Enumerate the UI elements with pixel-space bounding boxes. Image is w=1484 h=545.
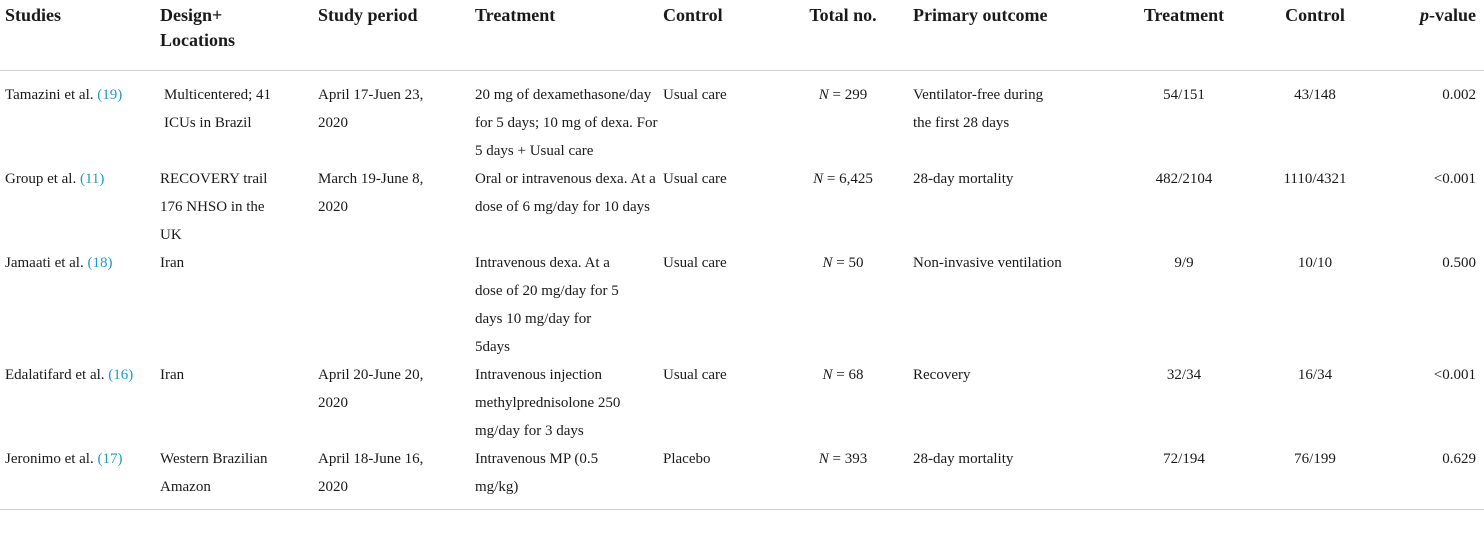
treatment-text: Intravenous dexa. At a dose of 20 mg/day for 5 days 10 mg/day for 5days [475,255,619,355]
cell-primary-outcome: Recovery [913,367,971,383]
cell-design [160,445,318,510]
cell-design: Iran [160,367,185,383]
cell-total [773,249,913,361]
cell-control-n: 1110/4321 [1283,171,1347,187]
study-name: Tamazini et al. [5,87,94,103]
cell-p-value: <0.001 [1433,367,1476,383]
n-symbol: N [813,171,824,187]
design-text: Western Brazilian Amazon [160,451,268,495]
study-name: Group et al. [5,171,77,187]
header-period: Study period [318,0,475,71]
cell-p-value: 0.500 [1442,255,1476,271]
cell-p-value: 0.002 [1442,87,1476,103]
cell-period [318,445,475,510]
cell-treatment [475,249,663,361]
cell-total [773,445,913,510]
cell-control: Usual care [663,367,727,383]
cell-treatment [475,445,663,510]
cell-period [318,71,475,166]
reference-link[interactable]: (17) [97,451,123,467]
cell-control-n: 10/10 [1297,255,1333,271]
cell-control: Usual care [663,171,727,187]
cell-p-value: 0.629 [1385,445,1484,510]
cell-period [318,361,475,445]
cell-p-value: <0.001 [1433,171,1476,187]
header-treatment-n: Treatment [1123,0,1245,71]
cell-design [160,165,318,249]
n-value: = 50 [832,255,864,271]
cell-study [0,361,160,445]
n-value: = 299 [828,87,868,103]
design-text: Multicentered; 41 ICUs in Brazil [164,87,272,131]
cell-treatment-n: 54/151 [1163,87,1205,103]
n-symbol: N [822,255,833,271]
cell-total [773,361,913,445]
header-control-n: Control [1245,0,1385,71]
cell-treatment-n: 72/194 [1123,445,1245,510]
table-row [0,165,1484,249]
cell-control-n: 43/148 [1294,87,1336,103]
study-name: Edalatifard et al. [5,367,105,383]
cell-treatment-n: 482/2104 [1155,171,1213,187]
cell-period [318,165,475,249]
table-row [0,361,1484,445]
cell-control-n: 76/199 [1245,445,1385,510]
cell-control: Usual care [663,255,727,271]
header-primary-outcome: Primary outcome [913,0,1123,71]
period-text: April 20-June 20, 2020 [318,367,424,411]
reference-link[interactable]: (11) [79,171,105,187]
cell-study [0,71,160,166]
p-suffix: -value [1429,5,1476,25]
n-symbol: N [818,87,829,103]
table-row [0,71,1484,166]
cell-treatment [475,361,663,445]
n-value: = 68 [832,367,864,383]
primary-text: Ventilator-free during the first 28 days [913,87,1044,131]
reference-link[interactable]: (19) [97,87,123,103]
cell-primary-outcome [913,71,1123,166]
cell-total [773,165,913,249]
cell-primary-outcome: 28-day mortality [913,171,1014,187]
n-symbol: N [818,451,829,467]
cell-treatment: 20 mg of dexamethasone/day for 5 days; 10 mg of dexa. For 5 days + Usual care [475,87,658,159]
cell-design [160,71,318,166]
header-studies: Studies [0,0,160,71]
cell-primary-outcome: Non-invasive ventilation [913,255,1062,271]
cell-treatment-n: 32/34 [1166,367,1202,383]
n-symbol: N [822,367,833,383]
period-text: April 18-June 16, 2020 [318,451,424,495]
period-text: March 19-June 8, 2020 [318,171,424,215]
header-treatment: Treatment [475,0,663,71]
header-total: Total no. [773,0,913,71]
cell-control: Usual care [663,87,727,103]
reference-link[interactable]: (18) [87,255,113,271]
study-name: Jeronimo et al. [5,451,94,467]
cell-study [0,445,160,510]
cell-study [0,249,160,361]
p-symbol: p [1420,5,1429,25]
study-name: Jamaati et al. [5,255,84,271]
cell-control: Placebo [663,445,773,510]
treatment-text: Intravenous injection methylprednisolone 250 mg/day for 3 days [475,367,621,439]
header-control: Control [663,0,773,71]
cell-treatment-n: 9/9 [1174,255,1194,271]
header-design [160,0,318,71]
cell-study [0,165,160,249]
header-p-value [1385,0,1484,71]
cell-treatment: Oral or intravenous dexa. At a dose of 6 mg/day for 10 days [475,171,656,215]
n-value: = 6,425 [823,171,873,187]
header-row [0,0,1484,71]
table-row [0,445,1484,510]
cell-control-n: 16/34 [1297,367,1333,383]
header-design-label: Design+ Locations [160,5,236,50]
cell-design: Iran [160,255,185,271]
period-text: April 17-Juen 23, 2020 [318,87,424,131]
treatment-text: Intravenous MP (0.5 mg/kg) [475,451,599,495]
cell-total [773,71,913,166]
cell-primary-outcome: 28-day mortality [913,445,1123,510]
design-text: RECOVERY trail 176 NHSO in the UK [160,171,268,243]
reference-link[interactable]: (16) [108,367,134,383]
table-row [0,249,1484,361]
n-value: = 393 [828,451,868,467]
cell-period [318,249,475,361]
